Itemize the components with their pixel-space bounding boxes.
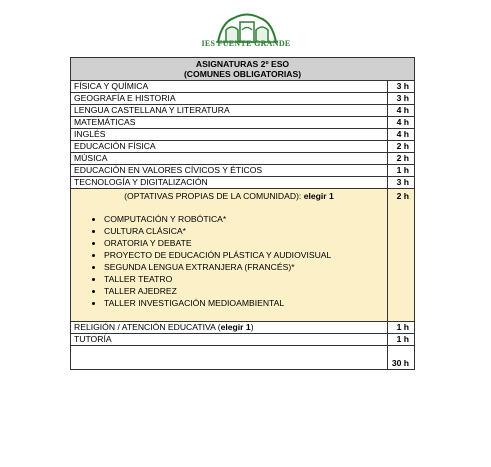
subject-hours: 1 h <box>388 165 415 177</box>
total-label-cell <box>71 346 388 370</box>
tutoria-hours: 1 h <box>388 334 415 346</box>
subject-name: INGLÉS <box>71 129 388 141</box>
table-header-cell <box>71 58 415 81</box>
subject-name: EDUCACIÓN FÍSICA <box>71 141 388 153</box>
list-item: • TALLER AJEDREZ <box>104 285 384 297</box>
optatives-title <box>74 189 384 201</box>
subject-name: EDUCACIÓN EN VALORES CÍVICOS Y ÉTICOS <box>71 165 388 177</box>
total-row <box>71 346 415 370</box>
subject-hours: 4 h <box>388 129 415 141</box>
list-item: • ORATORIA Y DEBATE <box>104 237 384 249</box>
total-hours: 30 h <box>388 346 415 370</box>
subject-name: TECNOLOGÍA Y DIGITALIZACIÓN <box>71 177 388 189</box>
table-row <box>71 165 415 177</box>
table-row <box>71 153 415 165</box>
list-item: • PROYECTO DE EDUCACIÓN PLÁSTICA Y AUDIOVISUAL <box>104 249 384 261</box>
table-row <box>71 334 415 346</box>
subject-hours: 4 h <box>388 105 415 117</box>
optatives-cell <box>71 189 388 322</box>
school-logo-text: IES FUENTE GRANDE <box>201 39 291 48</box>
table-row <box>71 105 415 117</box>
table-subtitle: (COMUNES OBLIGATORIAS) <box>183 69 302 79</box>
religion-hours: 1 h <box>388 322 415 334</box>
subject-name: MATEMÁTICAS <box>71 117 388 129</box>
subject-hours: 4 h <box>388 117 415 129</box>
subject-name: MÚSICA <box>71 153 388 165</box>
religion-name <box>71 322 388 334</box>
tutoria-name: TUTORÍA <box>71 334 388 346</box>
table-row <box>71 81 415 93</box>
table-row <box>71 129 415 141</box>
list-item: • SEGUNDA LENGUA EXTRANJERA (FRANCÉS)* <box>104 261 384 273</box>
religion-close: ) <box>250 322 254 332</box>
subject-hours: 3 h <box>388 177 415 189</box>
table-row <box>71 322 415 334</box>
optatives-row <box>71 189 415 322</box>
subject-hours: 3 h <box>388 93 415 105</box>
table-row <box>71 117 415 129</box>
list-item: • TALLER INVESTIGACIÓN MEDIOAMBIENTAL <box>104 297 384 309</box>
table-header <box>71 58 415 81</box>
subject-name: LENGUA CASTELLANA Y LITERATURA <box>71 105 388 117</box>
religion-name-text: RELIGIÓN / ATENCIÓN EDUCATIVA ( <box>74 322 221 332</box>
list-item: • CULTURA CLÁSICA* <box>104 225 384 237</box>
optatives-title-text: (OPTATIVAS PROPIAS DE LA COMUNIDAD): <box>124 191 304 201</box>
subject-hours: 2 h <box>388 141 415 153</box>
optatives-choose: elegir 1 <box>303 191 334 201</box>
subject-name: FÍSICA Y QUÍMICA <box>71 81 388 93</box>
table-row <box>71 177 415 189</box>
list-item: • COMPUTACIÓN Y ROBÓTICA* <box>104 213 384 225</box>
subjects-table <box>70 57 415 370</box>
table-title: ASIGNATURAS 2º ESO <box>195 59 290 69</box>
religion-choose: elegir 1 <box>220 322 251 332</box>
subject-name: GEOGRAFÍA E HISTORIA <box>71 93 388 105</box>
subject-hours: 2 h <box>388 153 415 165</box>
list-item: • TALLER TEATRO <box>104 273 384 285</box>
table-row <box>71 93 415 105</box>
table-row <box>71 141 415 153</box>
subject-hours: 3 h <box>388 81 415 93</box>
optatives-hours: 2 h <box>388 189 415 322</box>
optatives-list <box>74 213 384 309</box>
